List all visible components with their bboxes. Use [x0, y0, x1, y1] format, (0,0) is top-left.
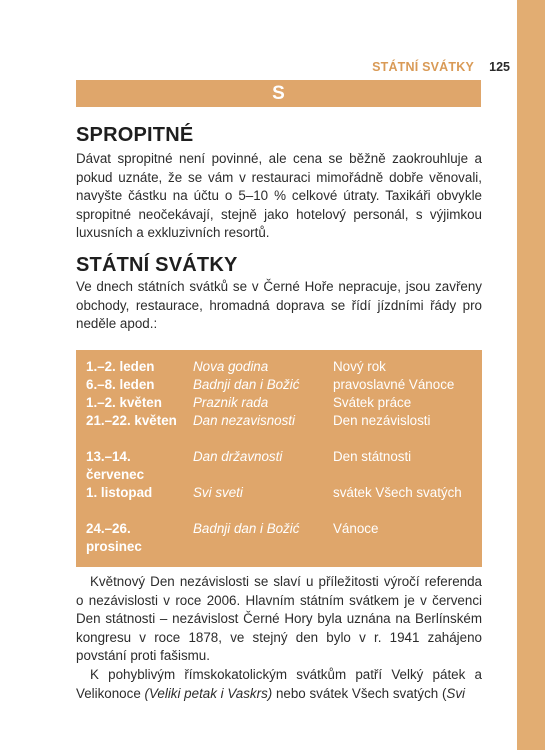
- holidays-table: [76, 350, 482, 567]
- tipping-paragraph: Dávat spropitné není povinné, ale cena se běžně zaokrouhluje a pokud uznáte, že se vám v restauraci mimořádně dobře věnovali, navyšte částku na účtu o 5–10 % celkové útraty. Taxikáři obvykle spropitné neočekávají, stejně jako hotelový personál, s výjimkou luxusních a exkluzivních resortů.: [76, 151, 482, 241]
- holiday-meaning: Den státnosti: [333, 449, 412, 464]
- holiday-meaning: pravoslavné Vánoce: [333, 377, 455, 392]
- holiday-meaning: Den nezávislosti: [333, 413, 431, 428]
- holiday-date: 21.–22. květen: [86, 413, 177, 428]
- holiday-local-name: Praznik rada: [193, 395, 269, 410]
- independence-paragraph: Květnový Den nezávislosti se slaví u příležitosti výročí referenda o nezávislosti v roce 2006. Hlavním státním svátkem je v červenci Den státnosti – nezávislost Černé Hory byla uznána na Berlínském kongresu v roce 1878, ve stejný den bylo v r. 1941 zahájeno povstání proti fašismu.: [76, 574, 482, 664]
- page-number: 125: [489, 60, 510, 74]
- holiday-date: 13.–14. červenec: [86, 449, 145, 482]
- holiday-date: 1. listopad: [86, 485, 153, 500]
- holiday-meaning: Nový rok: [333, 359, 386, 374]
- holiday-local-name: Badnji dan i Božić: [193, 377, 300, 392]
- holiday-local-name: Badnji dan i Božić: [193, 521, 300, 536]
- holiday-meaning: Vánoce: [333, 521, 379, 536]
- holiday-date: 6.–8. leden: [86, 377, 155, 392]
- movable-text-middle: nebo svátek Všech svatých (: [272, 685, 447, 701]
- holiday-date: 24.–26. prosinec: [86, 521, 142, 554]
- chapter-side-tab: [517, 0, 545, 750]
- section-heading-tipping: SPROPITNÉ: [76, 124, 194, 146]
- holiday-date: 1.–2. květen: [86, 395, 162, 410]
- holiday-local-name: Svi sveti: [193, 485, 243, 500]
- alphabet-letter-bar: S: [76, 80, 481, 107]
- holiday-meaning: svátek Všech svatých: [333, 485, 462, 500]
- running-header: [372, 60, 510, 76]
- section-heading-holidays: STÁTNÍ SVÁTKY: [76, 254, 238, 276]
- running-title: STÁTNÍ SVÁTKY: [372, 60, 474, 74]
- holiday-local-name: Dan nezavisnosti: [193, 413, 295, 428]
- movable-italic-truncated: Svi: [446, 685, 466, 701]
- holiday-local-name: Nova godina: [193, 359, 269, 374]
- movable-holidays-paragraph: [76, 666, 482, 703]
- holiday-date: 1.–2. leden: [86, 359, 155, 374]
- movable-text-start: K pohyblivým římskokatolickým svátkům patří Velký pátek a Velikonoce: [76, 667, 482, 701]
- holidays-intro-paragraph: Ve dnech státních svátků se v Černé Hoře nepracuje, jsou zavřeny obchody, restaurace, hromadná doprava se řídí jízdními řády pro neděle apod.:: [76, 279, 482, 332]
- holiday-meaning: Svátek práce: [333, 395, 412, 410]
- holiday-local-name: Dan državnosti: [193, 449, 283, 464]
- movable-italic-local-names: (Veliki petak i Vaskrs): [144, 685, 273, 701]
